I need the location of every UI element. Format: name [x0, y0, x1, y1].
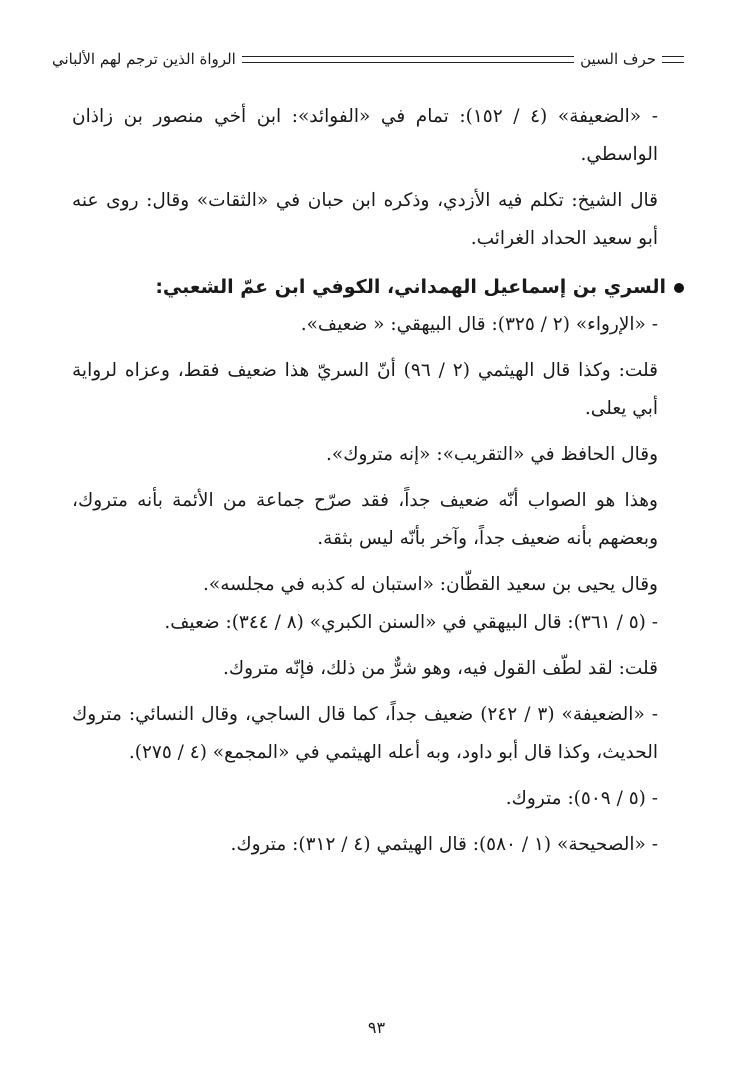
paragraph-11: - (٥ / ٥٠٩): متروك.	[505, 788, 658, 809]
paragraph-12: - «الصحيحة» (١ / ٥٨٠): قال الهيثمي (٤ / ٣١٢): متروك.	[230, 834, 658, 855]
page-body	[72, 98, 684, 864]
entry-heading	[72, 268, 684, 306]
paragraph-8: - (٥ / ٣٦١): قال البيهقي في «السنن الكبري» (٨ / ٣٤٤): ضعيف.	[164, 612, 658, 633]
header-rule-right	[662, 56, 684, 63]
paragraph-2: قال الشيخ: تكلم فيه الأزدي، وذكره ابن حبان في «الثقات» وقال: روى عنه أبو سعيد الحداد الغرائب.	[72, 190, 658, 249]
paragraph-7: وقال يحيى بن سعيد القطّان: «استبان له كذبه في مجلسه».	[203, 574, 658, 595]
running-header	[52, 44, 684, 74]
paragraph-1: - «الضعيفة» (٤ / ١٥٢): تمام في «الفوائد»: ابن أخي منصور بن زاذان الواسطي.	[72, 106, 658, 165]
paragraph-9: قلت: لقد لطّف القول فيه، وهو شرٌّ من ذلك، فإنّه متروك.	[223, 658, 658, 679]
paragraph-6: وهذا هو الصواب أنّه ضعيف جداً، فقد صرّح جماعة من الأئمة بأنه متروك، وبعضهم بأنه ضعيف جداً، وآخر بأنّه ليس بثقة.	[72, 490, 658, 549]
paragraph-5: وقال الحافظ في «التقريب»: «إنه متروك».	[326, 444, 658, 465]
entry-heading-text: السري بن إسماعيل الهمداني، الكوفي ابن عمّ الشعبي:	[155, 276, 666, 298]
header-book-title: الرواة الذين ترجم لهم الألباني	[52, 50, 236, 68]
paragraph-4: قلت: وكذا قال الهيثمي (٢ / ٩٦) أنّ السريّ هذا ضعيف فقط، وعزاه لرواية أبي يعلى.	[72, 360, 658, 419]
bullet-icon	[674, 283, 684, 293]
page-number: ٩٣	[367, 1018, 386, 1037]
paragraph-3: - «الإرواء» (٢ / ٣٢٥): قال البيهقي: « ضعيف».	[300, 314, 658, 335]
paragraph-10: - «الضعيفة» (٣ / ٢٤٢) ضعيف جداً، كما قال الساجي، وقال النسائي: متروك الحديث، وكذا قال أبو داود، وبه أعله الهيثمي في «المجمع» (٤ / ٢٧٥).	[72, 704, 658, 763]
header-rule-middle	[242, 56, 574, 63]
header-section-title: حرف السين	[580, 50, 656, 68]
